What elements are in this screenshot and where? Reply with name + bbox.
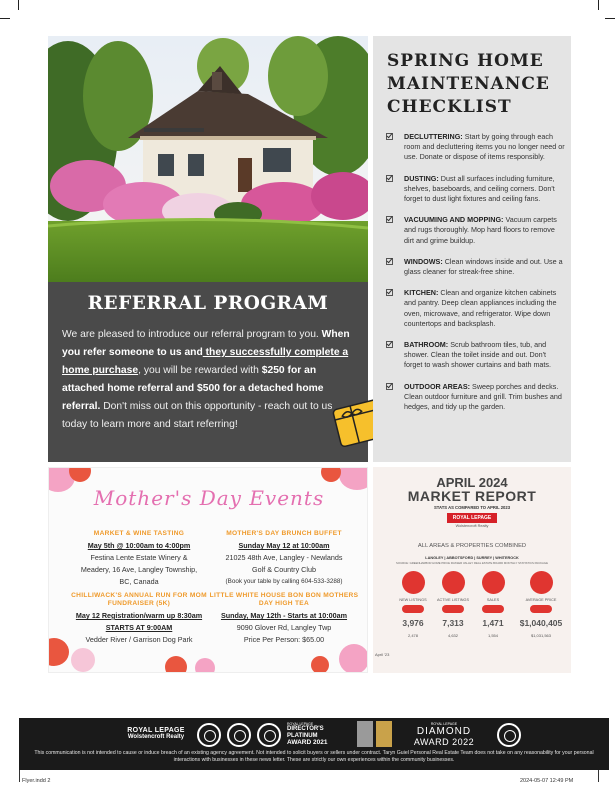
referral-cta: Don't miss out on this opportunity - reach out to us today to learn more and start referring! [62,401,333,430]
change-badge [530,605,552,613]
flower-icon [339,644,368,673]
change-badge [442,605,464,613]
brand-name: ROYAL LEPAGE [127,727,185,734]
checkbox-icon [386,258,393,265]
award-seal-icon [257,723,281,747]
mothers-day-title: Mother's Day Events [93,486,325,510]
event-line: 21025 48th Ave, Langley - Newlands [225,553,343,562]
directors-platinum-award [287,722,353,746]
referral-condition-underlined: they successfully complete a home purchase [62,347,349,376]
market-report-month: APRIL 2024 [436,475,508,490]
award-org: ROYAL LEPAGE [430,722,458,726]
event-heading: MARKET & WINE TASTING [93,530,185,537]
event-line: Festina Lente Estate Winery & [90,553,188,562]
checklist-item-label: OUTDOOR AREAS: [404,381,471,391]
event-heading: CHILLIWACK'S ANNUAL RUN FOR MOM FUNDRAISER (5K) [71,592,207,607]
checklist-item-text: Sweep porches and decks. Clean outdoor furniture and grill. Trim bushes and hedges, and tidy up the garden. [404,381,562,412]
checkbox-icon [386,133,393,140]
market-report-title: MARKET REPORT [407,488,537,504]
brand-office: Wolstencroft Realty [127,734,185,740]
stat-label: ACTIVE LISTINGS [436,598,470,602]
award-seal-icon [227,723,251,747]
checklist-list [386,132,566,423]
checklist-item-label: DUSTING: [404,173,439,183]
mothers-day-events-section [48,467,368,673]
checklist-item [386,288,566,329]
event-date: Sunday, May 12th - Starts at 10:00am [220,611,348,620]
checklist-item-text: Clean windows inside and out. Use a glass cleaner for streak-free shine. [404,256,563,277]
referral-intro: We are pleased to introduce our referral program to you. [62,329,319,340]
crop-mark [605,18,615,19]
event-heading: MOTHER'S DAY BRUNCH BUFFET [226,530,342,537]
flower-icon [165,656,187,673]
slug-divider [19,770,20,782]
checkbox-icon [386,341,393,348]
event-line: 9090 Glover Rd, Langley Twp [236,623,332,632]
crop-mark [18,0,19,10]
market-scope: ALL AREAS & PROPERTIES COMBINED [417,543,527,549]
stat-label: NEW LISTINGS [399,598,427,602]
checklist-item-label: VACUUMING AND MOPPING: [404,215,504,225]
event-brunch-buffet [209,530,359,587]
checklist-item-text: Start by going through each room and decluttering items you no longer need or use. Donate or dispose of items responsibly. [404,132,565,162]
checkbox-icon [386,216,393,223]
checklist-item-text: Clean and organize kitchen cabinets and pantry. Deep clean appliances including the oven, microwave, and refrigerator. Wipe down countertops and backsplash. [404,288,557,328]
market-report-section [373,467,571,673]
checklist-item [386,257,566,277]
checklist-item [386,382,566,413]
crop-mark [0,18,10,19]
event-high-tea [209,592,359,646]
royal-lepage-footer-logo [120,723,192,747]
stat-label: AVERAGE PRICE [525,598,557,602]
checklist-item-text: Scrub bathroom tiles, tub, and shower. Clean the toilet inside and out. Don't forget to wash shower curtains and bath mats. [404,340,552,370]
event-line: Meadery, 16 Ave, Langley Township, [80,565,198,574]
stat-sales [475,571,511,638]
stat-active-listings [435,571,471,638]
event-note: (Book your table by calling 604-533-3288) [225,578,343,585]
award-seal-icon [497,723,521,747]
award-plaque-icon [376,721,392,747]
crop-mark [598,0,599,10]
event-line: BC, Canada [119,577,159,586]
market-comparison-note: STATS AS COMPARED TO APRIL 2023 [433,505,511,510]
checklist-item-label: DECLUTTERING: [404,132,463,141]
checklist-item-text: Dust all surfaces including furniture, shelves, baseboards, and ceiling corners. Don't forget to dust light fixtures and ceiling fans. [404,173,555,204]
event-run-for-mom [69,592,209,646]
stat-value: 1,471 [482,618,504,628]
diamond-award [407,722,481,747]
stat-average-price [515,571,567,638]
disclaimer-text: This communication is not intended to cause or induce breach of an existing agency agreement. Not intended to solicit buyers or sellers under contract. Taryn Guiel Personal Real Estate Team does not take on any reasonability for your personal interactions with businesses in these news letter. These are strictly our own experiences within the community businesses. [34,750,594,763]
spring-checklist-section [373,36,571,462]
event-date: May 12 Registration/warm up 8:30am [75,611,203,620]
referral-body [62,326,354,434]
house-photo [48,36,368,282]
change-badge [402,605,424,613]
checklist-item [386,174,566,205]
stat-prev-value: 4,632 [447,633,458,638]
stat-prev-value: $1,031,563 [530,633,552,638]
flower-icon [71,648,95,672]
award-year: AWARD 2021 [287,739,328,746]
checklist-item [386,340,566,371]
event-market-wine [69,530,209,588]
referral-title: REFERRAL PROGRAM [87,293,329,314]
referral-amounts: $250 for an attached home referral and $500 for a detached home referral. [62,365,324,412]
award-title: PLATINUM [287,732,318,739]
flower-icon [321,467,341,482]
checkbox-icon [386,289,393,296]
checklist-item-label: BATHROOM: [404,340,449,350]
stat-value: 7,313 [442,618,464,628]
checklist-item-label: WINDOWS: [404,256,443,266]
event-line: Price Per Person: $65.00 [243,635,325,644]
dollar-icon [530,571,553,594]
checklist-item [386,215,566,246]
stat-value: 3,976 [402,618,424,628]
prev-year-label: April '23 [375,652,390,657]
print-timestamp: 2024-05-07 12:49 PM [520,778,574,784]
file-name: Flyer.indd 2 [22,778,51,784]
event-line: Vedder River / Garrison Dog Park [85,635,193,644]
market-regions: LANGLEY | ABBOTSFORD | SURREY | WHITEROCK [425,556,519,560]
stat-value: $1,040,405 [519,618,563,628]
house-icon [402,571,425,594]
referral-condition: When you refer someone to us and [62,329,350,358]
brokerage-name: Wolstencroft Realty [455,524,489,528]
flower-icon [195,658,215,673]
event-start-time: STARTS AT 9:00AM [105,623,173,632]
stat-label: SALES [486,598,500,602]
stat-prev-value: 2,478 [407,633,418,638]
flower-icon [48,638,69,666]
event-date: Sunday May 12 at 10:00am [238,541,330,550]
sign-icon [482,571,505,594]
checklist-title: SPRING HOME MAINTENANCE CHECKLIST [387,51,550,117]
referral-reward-lead: , you will be rewarded with [138,365,259,376]
stat-prev-value: 1,554 [487,633,498,638]
event-line: Golf & Country Club [252,565,316,574]
checklist-item-text: Vacuum carpets and rugs thoroughly. Mop hard floors to remove dirt and grime buildup. [404,215,557,245]
checklist-item-label: KITCHEN: [404,288,439,298]
flower-icon [311,656,329,673]
slug-divider [598,770,599,782]
market-source: SOURCE: GREENHARBOR HOME PRICE FRASER VALLEY REAL ESTATE BOARD MONTHLY STATISTICS PACKAGE [396,561,548,565]
referral-program-section [48,282,368,462]
award-year: AWARD 2022 [413,737,475,747]
house-icon [442,571,465,594]
award-title: DIRECTOR'S [287,726,324,732]
award-title: DIAMOND [416,726,472,737]
event-heading: LITTLE WHITE HOUSE BON BON MOTHERS DAY HIGH TEA [209,592,359,607]
footer-banner [19,718,609,770]
award-plaque-icon [357,721,373,747]
checkbox-icon [386,383,393,390]
royal-lepage-logo: ROYAL LEPAGE [447,513,497,523]
award-org: ROYAL LEPAGE [287,722,314,726]
change-badge [482,605,504,613]
event-date: May 5th @ 10:00am to 4:00pm [87,541,191,550]
stat-new-listings [395,571,431,638]
award-seal-icon [197,723,221,747]
checkbox-icon [386,175,393,182]
checklist-item [386,132,566,163]
